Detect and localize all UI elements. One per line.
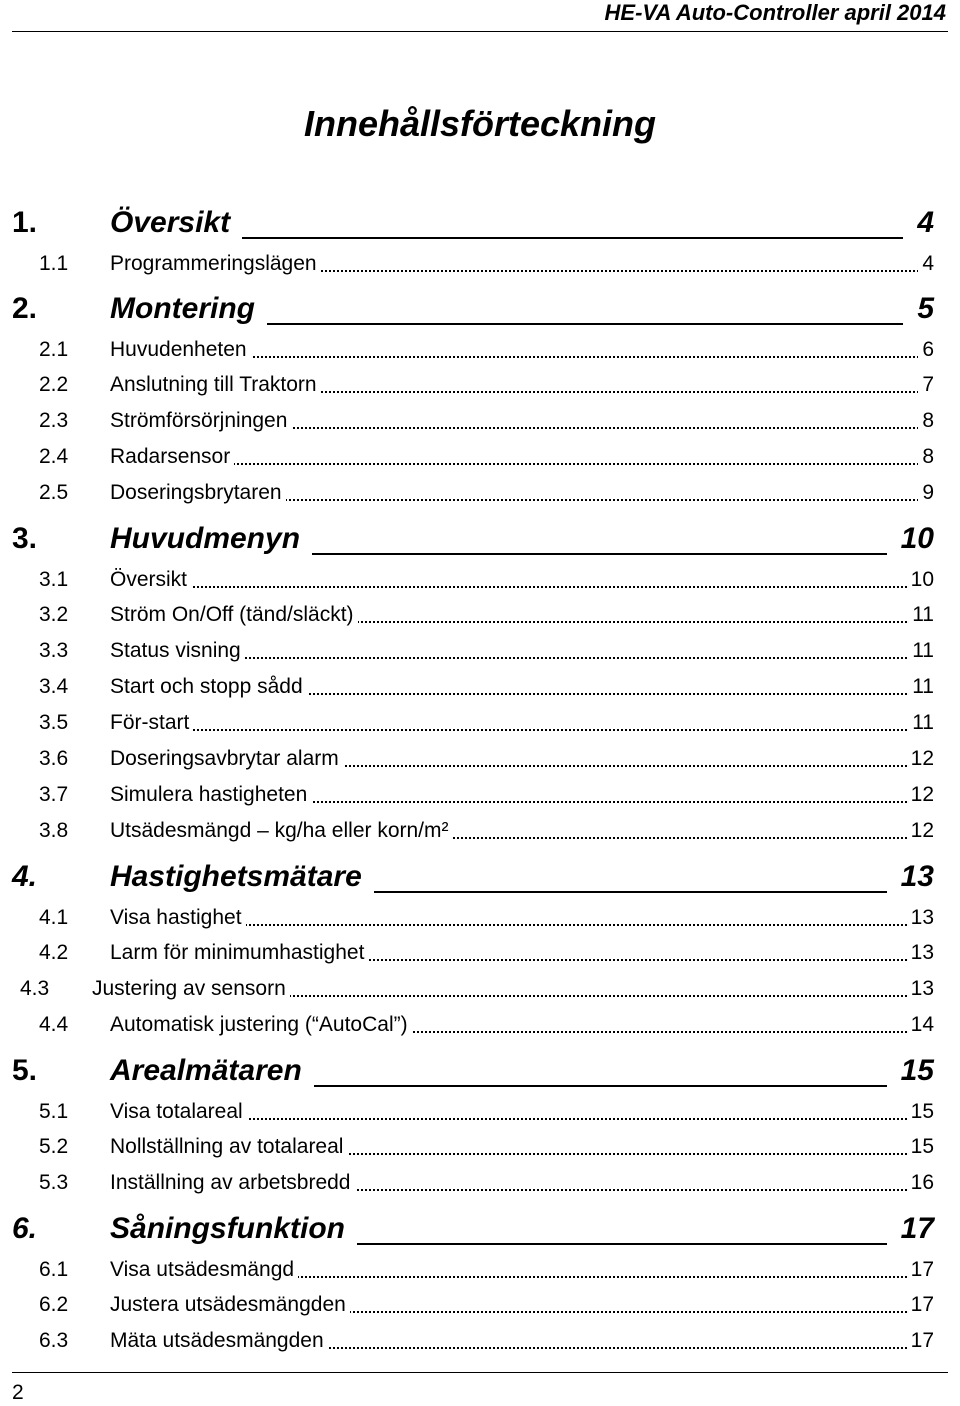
toc-entry-number: 3.4 <box>39 675 69 698</box>
toc-dot-leader <box>110 729 934 731</box>
toc-entry-title: Automatisk justering (“AutoCal”) <box>110 1010 412 1040</box>
toc-section-row[interactable] <box>0 744 960 774</box>
toc-entry-number: 2.1 <box>39 338 69 361</box>
toc-entry-number: 5.3 <box>39 1171 69 1194</box>
toc-section-row[interactable] <box>0 708 960 738</box>
toc-section-row[interactable] <box>0 249 960 279</box>
toc-entry-number: 2.5 <box>39 481 69 504</box>
toc-entry-number: 1.1 <box>39 252 69 275</box>
toc-entry-page: 12 <box>907 780 934 810</box>
toc-entry-title: Arealmätaren <box>110 1054 302 1087</box>
toc-entry-title: Status visning <box>110 636 245 666</box>
toc-entry-title: Ström On/Off (tänd/släckt) <box>110 600 358 630</box>
toc-entry-number: 2.2 <box>39 373 69 396</box>
header-divider <box>12 31 948 32</box>
toc-entry-title: Justera utsädesmängden <box>110 1290 350 1320</box>
toc-section-row[interactable] <box>0 816 960 846</box>
toc-entry-page: 13 <box>907 938 934 968</box>
toc-leader-line <box>357 1243 887 1245</box>
toc-entry-page: 10 <box>907 565 934 595</box>
toc-entry-page: 13 <box>907 974 934 1004</box>
toc-entry-number: 3.6 <box>39 747 69 770</box>
toc-entry-number: 6.3 <box>39 1329 69 1352</box>
toc-entry-title: Inställning av arbetsbredd <box>110 1168 355 1198</box>
toc-entry-page: 14 <box>907 1010 934 1040</box>
toc-section-row[interactable] <box>0 903 960 933</box>
toc-entry-page: 9 <box>918 478 934 508</box>
toc-chapter-row[interactable] <box>0 1209 960 1249</box>
toc-entry-title: Mäta utsädesmängden <box>110 1326 328 1356</box>
toc-entry-title: Montering <box>110 292 255 325</box>
toc-entry-number: 1. <box>12 206 38 239</box>
toc-leader-line <box>242 237 903 239</box>
toc-entry-number: 2.3 <box>39 409 69 432</box>
toc-section-row[interactable] <box>0 1290 960 1320</box>
toc-section-row[interactable] <box>0 406 960 436</box>
toc-section-row[interactable] <box>0 1326 960 1356</box>
toc-entry-title: Programmeringslägen <box>110 249 321 279</box>
toc-entry-page: 11 <box>908 636 934 666</box>
toc-entry-title: Radarsensor <box>110 442 234 472</box>
toc-section-row[interactable] <box>0 938 960 968</box>
toc-entry-page: 16 <box>907 1168 934 1198</box>
toc-entry-title: Strömförsörjningen <box>110 406 291 436</box>
toc-entry-title: För-start <box>110 708 193 738</box>
toc-entry-page: 15 <box>900 1054 934 1087</box>
toc-section-row[interactable] <box>0 974 960 1004</box>
toc-chapter-row[interactable] <box>0 203 960 243</box>
toc-entry-title: Justering av sensorn <box>92 974 290 1004</box>
toc-entry-number: 4.4 <box>39 1013 69 1036</box>
toc-leader-line <box>314 1085 887 1087</box>
toc-entry-title: Utsädesmängd – kg/ha eller korn/m² <box>110 816 453 846</box>
toc-entry-page: 10 <box>900 522 934 555</box>
toc-entry-number: 2. <box>12 292 38 325</box>
toc-entry-title: Visa utsädesmängd <box>110 1255 298 1285</box>
toc-entry-title: Larm för minimumhastighet <box>110 938 368 968</box>
toc-section-row[interactable] <box>0 370 960 400</box>
toc-entry-number: 2.4 <box>39 445 69 468</box>
toc-section-row[interactable] <box>0 1010 960 1040</box>
toc-entry-number: 3.7 <box>39 783 69 806</box>
toc-entry-title: Nollställning av totalareal <box>110 1132 347 1162</box>
toc-entry-page: 11 <box>908 600 934 630</box>
toc-entry-page: 12 <box>907 744 934 774</box>
toc-entry-number: 3.2 <box>39 603 69 626</box>
toc-section-row[interactable] <box>0 478 960 508</box>
toc-entry-page: 13 <box>900 860 934 893</box>
toc-entry-page: 8 <box>918 442 934 472</box>
toc-chapter-row[interactable] <box>0 289 960 329</box>
toc-section-row[interactable] <box>0 1132 960 1162</box>
toc-entry-number: 5.2 <box>39 1135 69 1158</box>
toc-leader-line <box>312 553 887 555</box>
toc-section-row[interactable] <box>0 600 960 630</box>
toc-entry-title: Doseringsbrytaren <box>110 478 286 508</box>
toc-section-row[interactable] <box>0 1168 960 1198</box>
toc-entry-title: Start och stopp sådd <box>110 672 307 702</box>
toc-entry-number: 4.1 <box>39 906 69 929</box>
toc-entry-number: 3.3 <box>39 639 69 662</box>
footer-divider <box>12 1372 948 1373</box>
toc-entry-number: 3.5 <box>39 711 69 734</box>
toc-section-row[interactable] <box>0 636 960 666</box>
toc-leader-line <box>267 323 903 325</box>
toc-entry-page: 11 <box>908 672 934 702</box>
toc-entry-number: 6.2 <box>39 1293 69 1316</box>
toc-entry-title: Översikt <box>110 565 191 595</box>
running-header: HE-VA Auto-Controller april 2014 <box>604 0 946 25</box>
toc-section-row[interactable] <box>0 442 960 472</box>
toc-chapter-row[interactable] <box>0 857 960 897</box>
toc-section-row[interactable] <box>0 565 960 595</box>
toc-entry-title: Huvudmenyn <box>110 522 301 555</box>
toc-entry-page: 15 <box>907 1132 934 1162</box>
toc-section-row[interactable] <box>0 780 960 810</box>
toc-entry-page: 13 <box>907 903 934 933</box>
toc-dot-leader <box>110 586 934 588</box>
page-number: 2 <box>12 1381 24 1404</box>
toc-entry-number: 3.8 <box>39 819 69 842</box>
toc-entry-page: 12 <box>907 816 934 846</box>
toc-entry-page: 6 <box>918 335 934 365</box>
toc-entry-title: Huvudenheten <box>110 335 251 365</box>
toc-entry-title: Anslutning till Traktorn <box>110 370 321 400</box>
toc-entry-page: 4 <box>917 206 934 239</box>
toc-entry-number: 6.1 <box>39 1258 69 1281</box>
toc-entry-number: 3.1 <box>39 568 69 591</box>
toc-entry-page: 17 <box>907 1290 934 1320</box>
toc-section-row[interactable] <box>0 335 960 365</box>
toc-section-row[interactable] <box>0 1255 960 1285</box>
toc-entry-title: Doseringsavbrytar alarm <box>110 744 343 774</box>
toc-entry-page: 7 <box>918 370 934 400</box>
toc-entry-number: 6. <box>12 1212 38 1245</box>
toc-chapter-row[interactable] <box>0 519 960 559</box>
toc-chapter-row[interactable] <box>0 1051 960 1091</box>
toc-entry-page: 5 <box>917 292 934 325</box>
toc-entry-title: Visa totalareal <box>110 1097 247 1127</box>
toc-entry-number: 4.3 <box>20 977 50 1000</box>
toc-section-row[interactable] <box>0 672 960 702</box>
toc-entry-number: 3. <box>12 522 38 555</box>
toc-entry-page: 17 <box>900 1212 934 1245</box>
toc-entry-page: 17 <box>907 1326 934 1356</box>
toc-leader-line <box>374 891 887 893</box>
toc-entry-number: 5. <box>12 1054 38 1087</box>
toc-entry-title: Såningsfunktion <box>110 1212 345 1245</box>
toc-entry-number: 4.2 <box>39 941 69 964</box>
toc-entry-title: Översikt <box>110 206 231 239</box>
toc-title: Innehållsförteckning <box>303 103 657 144</box>
toc-entry-title: Hastighetsmätare <box>110 860 362 893</box>
toc-entry-page: 11 <box>908 708 934 738</box>
toc-entry-title: Simulera hastigheten <box>110 780 311 810</box>
toc-entry-page: 17 <box>907 1255 934 1285</box>
toc-entry-page: 4 <box>918 249 934 279</box>
toc-entry-page: 8 <box>918 406 934 436</box>
toc-entry-page: 15 <box>907 1097 934 1127</box>
toc-section-row[interactable] <box>0 1097 960 1127</box>
toc-entry-number: 5.1 <box>39 1100 69 1123</box>
toc-entry-number: 4. <box>12 860 38 893</box>
toc-entry-title: Visa hastighet <box>110 903 246 933</box>
